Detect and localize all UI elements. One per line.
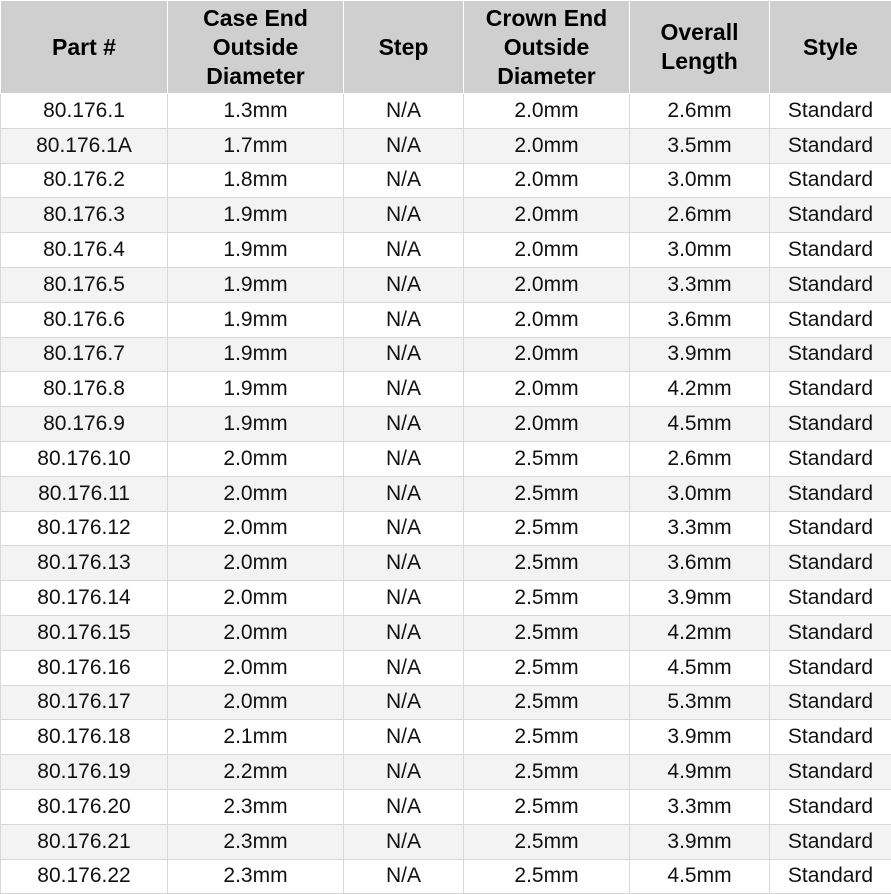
overall-length-cell: 3.0mm (630, 233, 770, 268)
case-end-od-cell: 2.0mm (168, 511, 344, 546)
step-cell: N/A (344, 441, 464, 476)
crown-end-od-cell: 2.0mm (464, 372, 630, 407)
crown-end-od-cell: 2.5mm (464, 441, 630, 476)
part-number-cell: 80.176.17 (1, 685, 168, 720)
header-row (1, 1, 891, 94)
part-number-cell: 80.176.22 (1, 859, 168, 894)
style-cell: Standard (770, 128, 891, 163)
step-cell: N/A (344, 789, 464, 824)
case-end-od-cell: 1.8mm (168, 163, 344, 198)
part-number-cell: 80.176.13 (1, 546, 168, 581)
table-row (1, 302, 891, 337)
crown-end-od-cell: 2.5mm (464, 581, 630, 616)
step-cell: N/A (344, 163, 464, 198)
table-row (1, 94, 891, 129)
overall-length-cell: 3.6mm (630, 302, 770, 337)
part-number-cell: 80.176.8 (1, 372, 168, 407)
table-row (1, 372, 891, 407)
part-number-cell: 80.176.16 (1, 650, 168, 685)
crown-end-od-cell: 2.0mm (464, 407, 630, 442)
step-cell: N/A (344, 720, 464, 755)
case-end-od-cell: 1.9mm (168, 372, 344, 407)
table-row (1, 198, 891, 233)
case-end-od-cell: 1.3mm (168, 94, 344, 129)
crown-end-od-cell: 2.5mm (464, 755, 630, 790)
header-step[interactable]: Step (344, 1, 464, 94)
step-cell: N/A (344, 94, 464, 129)
table-row (1, 476, 891, 511)
case-end-od-cell: 1.9mm (168, 407, 344, 442)
crown-end-od-cell: 2.0mm (464, 302, 630, 337)
step-cell: N/A (344, 755, 464, 790)
part-number-cell: 80.176.12 (1, 511, 168, 546)
header-style[interactable]: Style (770, 1, 891, 94)
overall-length-cell: 3.9mm (630, 337, 770, 372)
table-row (1, 859, 891, 894)
table-row (1, 407, 891, 442)
crown-end-od-cell: 2.5mm (464, 789, 630, 824)
step-cell: N/A (344, 198, 464, 233)
table-row (1, 720, 891, 755)
style-cell: Standard (770, 337, 891, 372)
style-cell: Standard (770, 163, 891, 198)
overall-length-cell: 3.3mm (630, 789, 770, 824)
case-end-od-cell: 1.9mm (168, 198, 344, 233)
step-cell: N/A (344, 267, 464, 302)
part-number-cell: 80.176.1 (1, 94, 168, 129)
style-cell: Standard (770, 198, 891, 233)
table-row (1, 755, 891, 790)
part-number-cell: 80.176.6 (1, 302, 168, 337)
case-end-od-cell: 2.3mm (168, 789, 344, 824)
overall-length-cell: 4.5mm (630, 650, 770, 685)
crown-end-od-cell: 2.0mm (464, 128, 630, 163)
style-cell: Standard (770, 650, 891, 685)
style-cell: Standard (770, 94, 891, 129)
case-end-od-cell: 2.0mm (168, 685, 344, 720)
overall-length-cell: 3.6mm (630, 546, 770, 581)
overall-length-cell: 3.0mm (630, 163, 770, 198)
crown-end-od-cell: 2.0mm (464, 198, 630, 233)
table-row (1, 267, 891, 302)
style-cell: Standard (770, 859, 891, 894)
header-overall-length[interactable]: Overall Length (630, 1, 770, 94)
overall-length-cell: 3.9mm (630, 824, 770, 859)
table-row (1, 233, 891, 268)
crown-end-od-cell: 2.5mm (464, 650, 630, 685)
table-header (1, 1, 891, 94)
part-number-cell: 80.176.5 (1, 267, 168, 302)
header-case-end-outside-diameter[interactable]: Case End Outside Diameter (168, 1, 344, 94)
part-number-cell: 80.176.3 (1, 198, 168, 233)
style-cell: Standard (770, 302, 891, 337)
step-cell: N/A (344, 128, 464, 163)
style-cell: Standard (770, 720, 891, 755)
table-row (1, 824, 891, 859)
step-cell: N/A (344, 581, 464, 616)
overall-length-cell: 3.9mm (630, 720, 770, 755)
table-row (1, 441, 891, 476)
part-number-cell: 80.176.15 (1, 615, 168, 650)
crown-end-od-cell: 2.0mm (464, 163, 630, 198)
crown-end-od-cell: 2.5mm (464, 685, 630, 720)
header-crown-end-outside-diameter[interactable]: Crown End Outside Diameter (464, 1, 630, 94)
step-cell: N/A (344, 824, 464, 859)
case-end-od-cell: 2.0mm (168, 615, 344, 650)
case-end-od-cell: 1.9mm (168, 337, 344, 372)
case-end-od-cell: 1.9mm (168, 233, 344, 268)
table-row (1, 128, 891, 163)
style-cell: Standard (770, 441, 891, 476)
case-end-od-cell: 1.9mm (168, 267, 344, 302)
part-number-cell: 80.176.18 (1, 720, 168, 755)
step-cell: N/A (344, 511, 464, 546)
style-cell: Standard (770, 476, 891, 511)
step-cell: N/A (344, 233, 464, 268)
overall-length-cell: 3.3mm (630, 511, 770, 546)
part-number-cell: 80.176.11 (1, 476, 168, 511)
case-end-od-cell: 2.3mm (168, 859, 344, 894)
crown-end-od-cell: 2.5mm (464, 476, 630, 511)
style-cell: Standard (770, 685, 891, 720)
part-number-cell: 80.176.7 (1, 337, 168, 372)
part-number-cell: 80.176.21 (1, 824, 168, 859)
crown-end-od-cell: 2.0mm (464, 337, 630, 372)
step-cell: N/A (344, 546, 464, 581)
style-cell: Standard (770, 581, 891, 616)
case-end-od-cell: 1.9mm (168, 302, 344, 337)
part-number-cell: 80.176.4 (1, 233, 168, 268)
crown-end-od-cell: 2.0mm (464, 233, 630, 268)
overall-length-cell: 5.3mm (630, 685, 770, 720)
style-cell: Standard (770, 755, 891, 790)
style-cell: Standard (770, 615, 891, 650)
crown-end-od-cell: 2.5mm (464, 511, 630, 546)
crown-end-od-cell: 2.0mm (464, 94, 630, 129)
part-number-cell: 80.176.9 (1, 407, 168, 442)
table-row (1, 511, 891, 546)
part-number-cell: 80.176.14 (1, 581, 168, 616)
step-cell: N/A (344, 615, 464, 650)
case-end-od-cell: 2.2mm (168, 755, 344, 790)
case-end-od-cell: 2.0mm (168, 581, 344, 616)
table-row (1, 581, 891, 616)
table-row (1, 546, 891, 581)
table-row (1, 650, 891, 685)
step-cell: N/A (344, 650, 464, 685)
table-row (1, 163, 891, 198)
style-cell: Standard (770, 233, 891, 268)
style-cell: Standard (770, 546, 891, 581)
step-cell: N/A (344, 685, 464, 720)
crown-end-od-cell: 2.5mm (464, 546, 630, 581)
style-cell: Standard (770, 824, 891, 859)
overall-length-cell: 4.2mm (630, 615, 770, 650)
overall-length-cell: 3.0mm (630, 476, 770, 511)
overall-length-cell: 4.5mm (630, 407, 770, 442)
case-end-od-cell: 2.3mm (168, 824, 344, 859)
style-cell: Standard (770, 372, 891, 407)
table-row (1, 685, 891, 720)
overall-length-cell: 4.9mm (630, 755, 770, 790)
style-cell: Standard (770, 267, 891, 302)
case-end-od-cell: 2.0mm (168, 546, 344, 581)
part-number-cell: 80.176.1A (1, 128, 168, 163)
step-cell: N/A (344, 372, 464, 407)
overall-length-cell: 4.2mm (630, 372, 770, 407)
case-end-od-cell: 2.1mm (168, 720, 344, 755)
part-number-cell: 80.176.19 (1, 755, 168, 790)
step-cell: N/A (344, 337, 464, 372)
crown-end-od-cell: 2.5mm (464, 615, 630, 650)
table-row (1, 789, 891, 824)
header-part-number[interactable]: Part # (1, 1, 168, 94)
step-cell: N/A (344, 302, 464, 337)
style-cell: Standard (770, 511, 891, 546)
overall-length-cell: 3.9mm (630, 581, 770, 616)
overall-length-cell: 2.6mm (630, 441, 770, 476)
table-body (1, 94, 891, 894)
table-row (1, 615, 891, 650)
overall-length-cell: 2.6mm (630, 94, 770, 129)
crown-end-od-cell: 2.5mm (464, 824, 630, 859)
table-row (1, 337, 891, 372)
step-cell: N/A (344, 476, 464, 511)
crown-end-od-cell: 2.5mm (464, 720, 630, 755)
overall-length-cell: 2.6mm (630, 198, 770, 233)
crown-end-od-cell: 2.5mm (464, 859, 630, 894)
crown-end-od-cell: 2.0mm (464, 267, 630, 302)
part-number-cell: 80.176.2 (1, 163, 168, 198)
case-end-od-cell: 1.7mm (168, 128, 344, 163)
style-cell: Standard (770, 407, 891, 442)
case-end-od-cell: 2.0mm (168, 441, 344, 476)
overall-length-cell: 4.5mm (630, 859, 770, 894)
style-cell: Standard (770, 789, 891, 824)
overall-length-cell: 3.3mm (630, 267, 770, 302)
step-cell: N/A (344, 407, 464, 442)
case-end-od-cell: 2.0mm (168, 476, 344, 511)
case-end-od-cell: 2.0mm (168, 650, 344, 685)
overall-length-cell: 3.5mm (630, 128, 770, 163)
step-cell: N/A (344, 859, 464, 894)
part-number-cell: 80.176.10 (1, 441, 168, 476)
part-number-cell: 80.176.20 (1, 789, 168, 824)
